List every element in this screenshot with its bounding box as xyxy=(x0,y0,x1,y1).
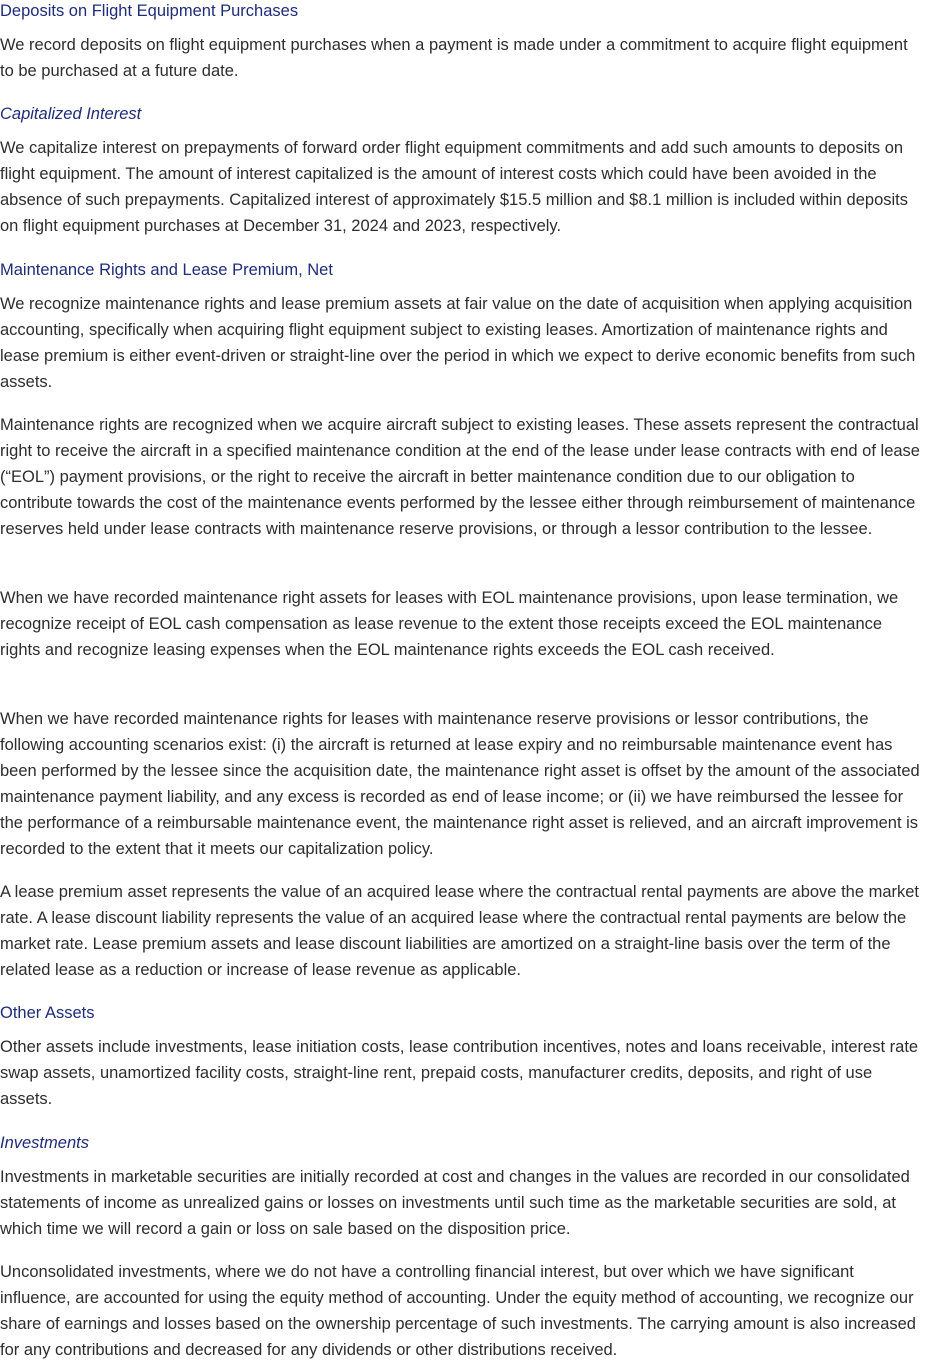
subheading-capitalized-interest: Capitalized Interest xyxy=(0,105,142,123)
section-heading-deposits: Deposits on Flight Equipment Purchases xyxy=(0,2,299,20)
paragraph-lease-premium: A lease premium asset represents the value of an acquired lease where the contractual rental payments are above the market rate. A lease discount liability represents the value of an acquired lease where the contractual rental payments are below the market rate. Lease premium assets and lease discount liabilities are amortized on a straight-line basis over the term of the related lease as a reduction or increase of lease revenue as applicable. xyxy=(0,883,920,979)
paragraph-investments-2: Unconsolidated investments, where we do not have a controlling financial interest, but over which we have significant influence, are accounted for using the equity method of accounting. Under the equity method of accounting, we recognize our share of earnings and losses based on the ownership percentage of such investments. The carrying amount is also increased for any contributions and decreased for any dividends or other distributions received. xyxy=(0,1263,916,1359)
paragraph-maintenance-rights-3: When we have recorded maintenance right assets for leases with EOL maintenance provisions, upon lease termination, we recognize receipt of EOL cash compensation as lease revenue to the extent those receipts exceed the EOL maintenance rights and recognize leasing expenses when the EOL maintenance rights exceeds the EOL cash received. xyxy=(0,589,899,659)
paragraph-investments-1: Investments in marketable securities are initially recorded at cost and changes in the values are recorded in our consolidated statements of income as unrealized gains or losses on investments until such time as the marketable securities are sold, at which time we will record a gain or loss on sale based on the disposition price. xyxy=(0,1168,910,1238)
paragraph-maintenance-rights-4: When we have recorded maintenance rights for leases with maintenance reserve provisions or lessor contributions, the following accounting scenarios exist: (i) the aircraft is returned at lease expiry and no reimbursable maintenance event has been performed by the lessee since the acquisition date, the maintenance right asset is offset by the amount of the associated maintenance payment liability, and any excess is recorded as end of lease income; or (ii) we have reimbursed the lessee for the performance of a reimbursable maintenance event, the maintenance right asset is relieved, and an aircraft improvement is recorded to the extent that it meets our capitalization policy. xyxy=(0,710,920,858)
paragraph-deposits: We record deposits on flight equipment purchases when a payment is made under a commitment to acquire flight equipment to be purchased at a future date. xyxy=(0,36,908,80)
section-heading-maintenance-rights: Maintenance Rights and Lease Premium, Net xyxy=(0,261,333,279)
paragraph-maintenance-rights-1: We recognize maintenance rights and lease premium assets at fair value on the date of acquisition when applying acquisition accounting, specifically when acquiring flight equipment subject to existing leases. Amortization of maintenance rights and lease premium is either event-driven or straight-line over the period in which we expect to derive economic benefits from such assets. xyxy=(0,295,916,391)
paragraph-other-assets: Other assets include investments, lease initiation costs, lease contribution incentives, notes and loans receivable, interest rate swap assets, unamortized facility costs, straight-line rent, prepaid costs, manufacturer credits, deposits, and right of use assets. xyxy=(0,1038,919,1108)
paragraph-capitalized-interest: We capitalize interest on prepayments of forward order flight equipment commitments and add such amounts to deposits on flight equipment. The amount of interest capitalized is the amount of interest costs which could have been avoided in the absence of such prepayments. Capitalized interest of approximately $15.5 million and $8.1 million is included within deposits on flight equipment purchases at December 31, 2024 and 2023, respectively. xyxy=(0,139,908,235)
section-heading-other-assets: Other Assets xyxy=(0,1004,95,1022)
subheading-investments: Investments xyxy=(0,1134,89,1152)
paragraph-maintenance-rights-2: Maintenance rights are recognized when we acquire aircraft subject to existing leases. These assets represent the contractual right to receive the aircraft in a specified maintenance condition at the end of the lease under lease contracts with end of lease (“EOL”) payment provisions, or the right to receive the aircraft in better maintenance condition due to our obligation to contribute towards the cost of the maintenance events performed by the lessee either through reimbursement of maintenance reserves held under lease contracts with maintenance reserve provisions, or through a lessor contribution to the lessee. xyxy=(0,416,920,538)
